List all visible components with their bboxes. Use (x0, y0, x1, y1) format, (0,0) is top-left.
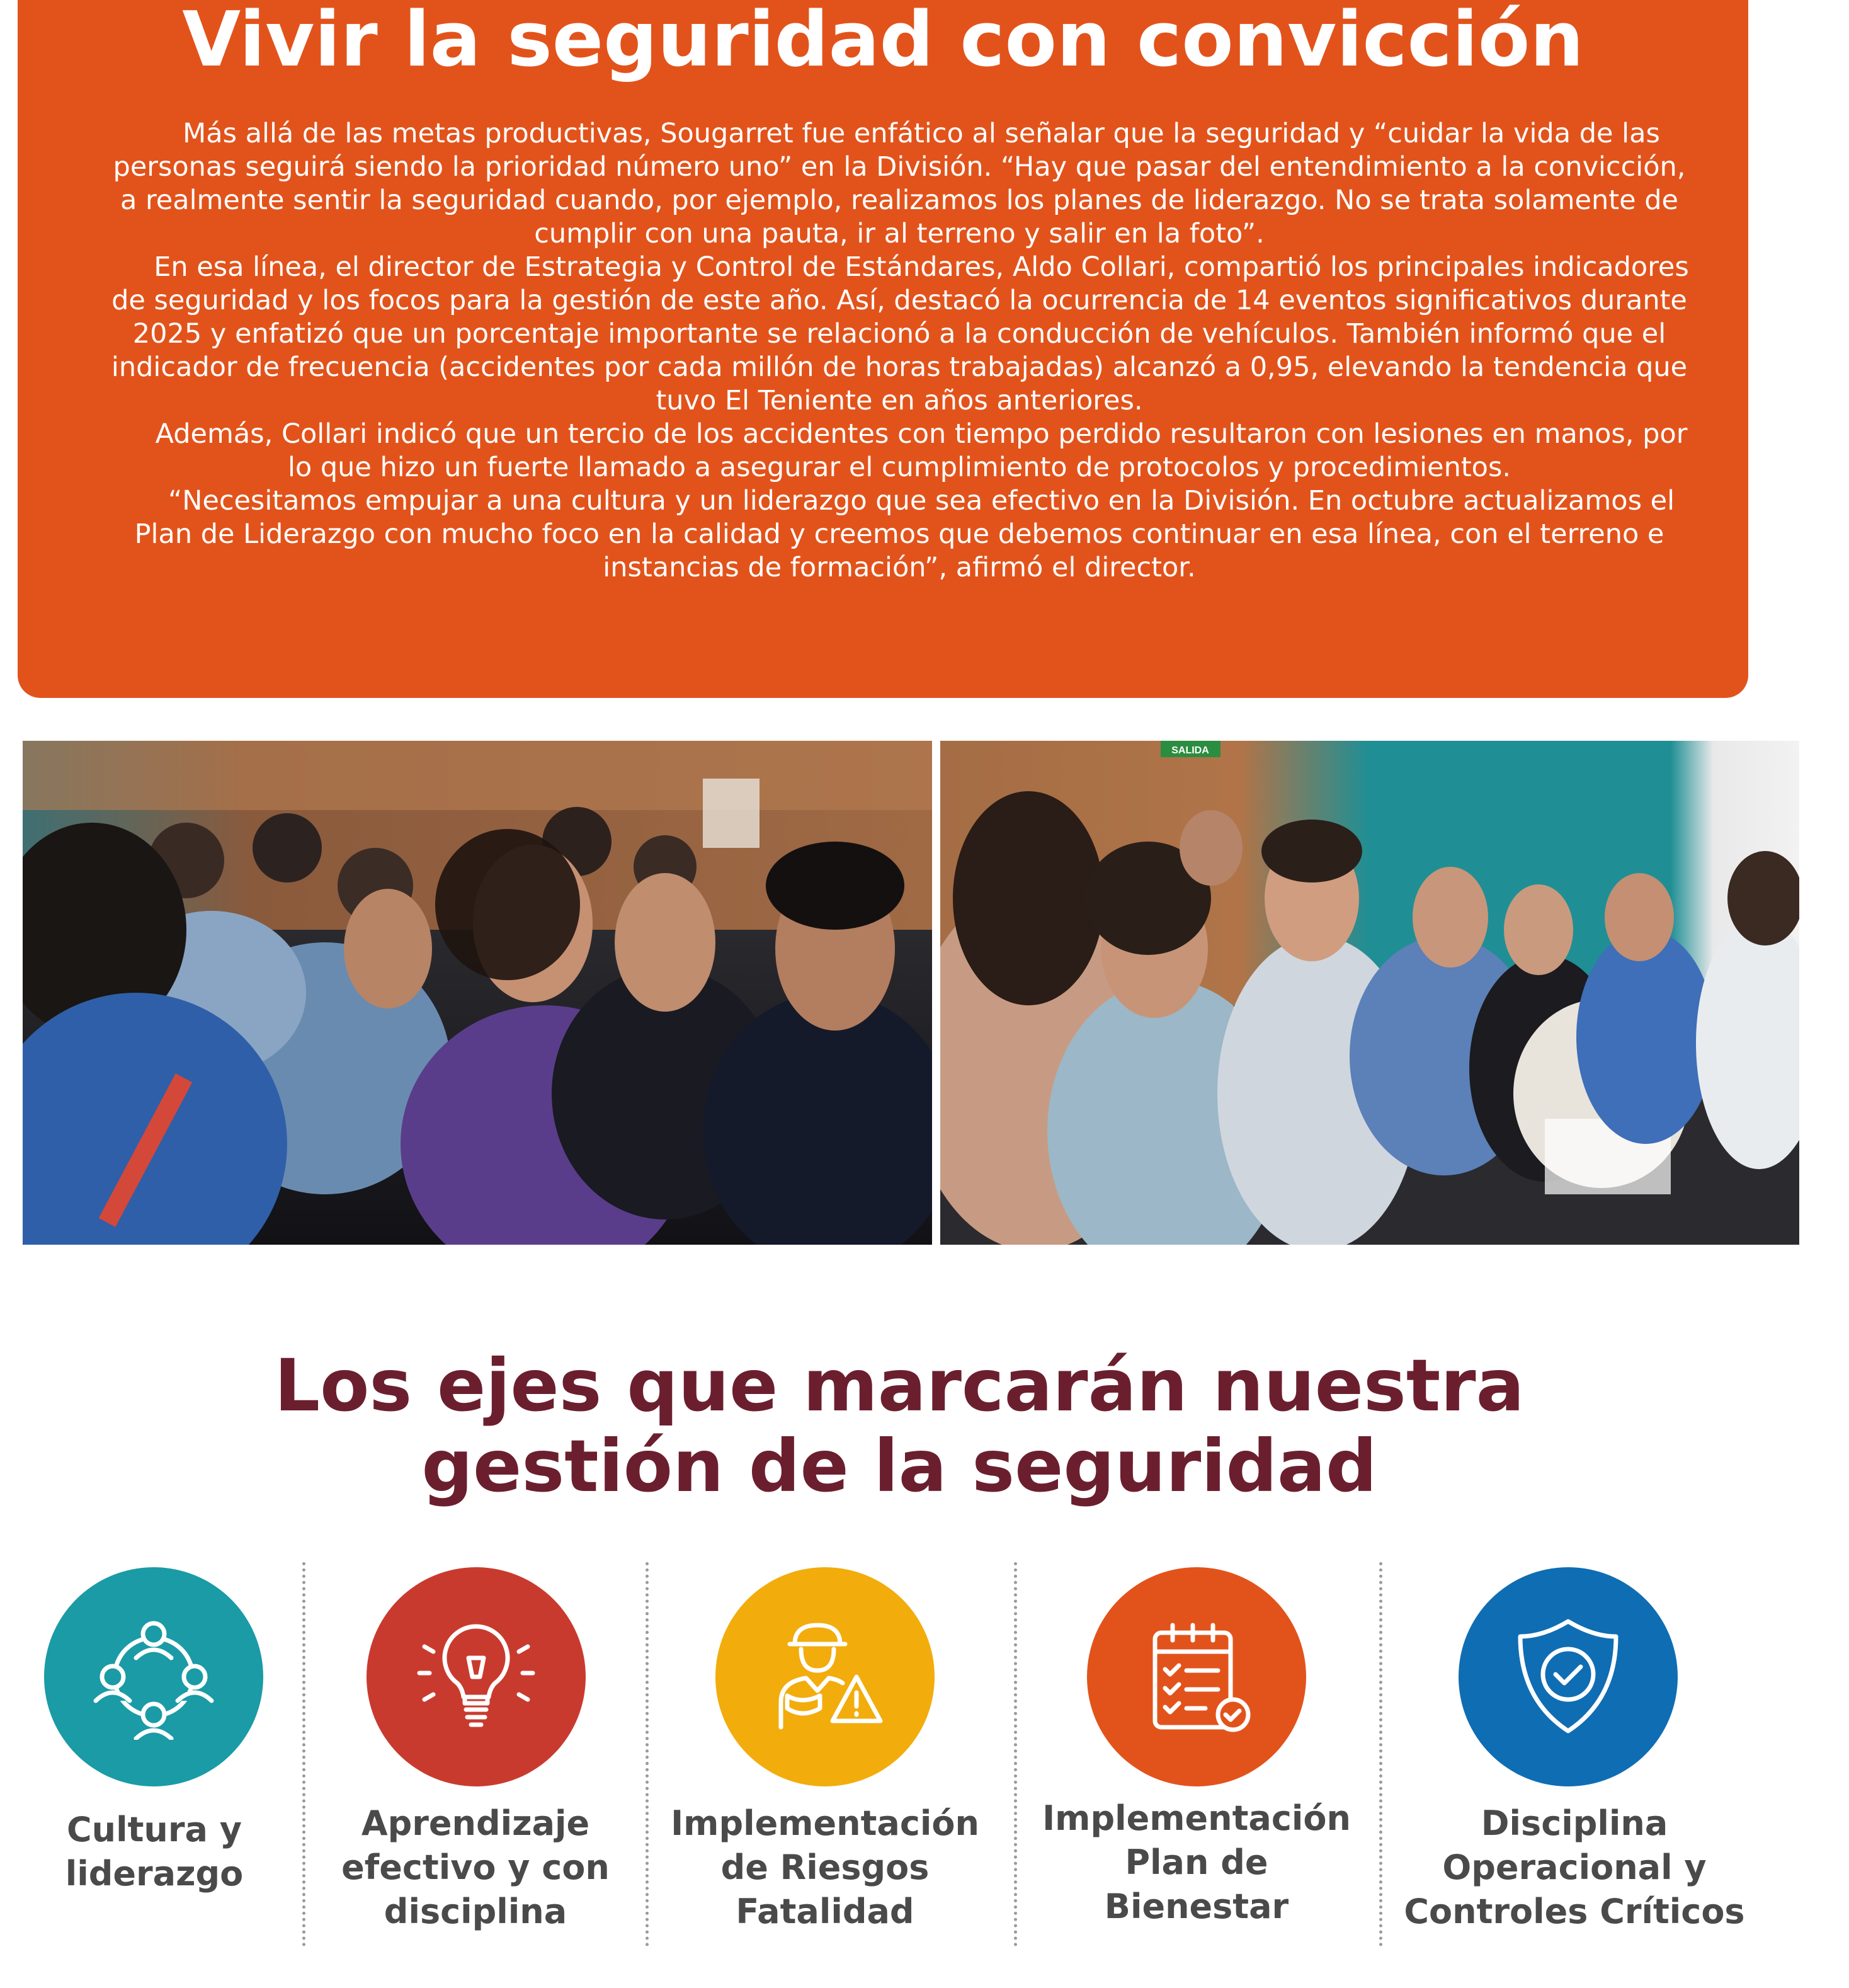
axis-label (13, 1808, 296, 1896)
paragraph: “Necesitamos empujar a una cultura y un liderazgo que sea efectivo en la División. En octubre actualizamos el Plan de Liderazgo con mucho foco en la calidad y creemos que debemos continuar en esa línea, con el terreno e instancias de formación”, afirmó el director. (134, 485, 1675, 583)
axis-label-line: efectivo y con (341, 1848, 610, 1887)
banner-body (106, 117, 1693, 585)
paragraph: Más allá de las metas productivas, Sougarret fue enfático al señalar que la seguridad y “cuidar la vida de las personas seguirá siendo la prioridad número uno” en la División. “Hay que pasar del entendimiento a la convicción, a realmente sentir la seguridad cuando, por ejemplo, realizamos los planes de liderazgo. No se trata solamente de cumplir con una pauta, ir al terreno y salir en la foto”. (113, 118, 1686, 249)
divider (646, 1562, 649, 1946)
axis-label-line: Bienestar (1104, 1887, 1289, 1926)
divider (1014, 1562, 1017, 1946)
audience-photo-icon (940, 741, 1799, 1245)
axis-label-line: Fatalidad (736, 1892, 914, 1931)
axis-label-line: Cultura y (67, 1810, 242, 1849)
lightbulb-icon (413, 1614, 539, 1740)
axis-circle (715, 1567, 935, 1786)
axis-label-line: disciplina (384, 1892, 567, 1931)
axis-wellbeing-plan (1033, 1562, 1360, 1965)
section-title (0, 1345, 1799, 1507)
paragraph: En esa línea, el director de Estrategia y Control de Estándares, Aldo Collari, compartió los principales indicadores de seguridad y los focos para la gestión de este año. Así, destacó la ocurrencia de 14 eventos significativos durante 2025 y enfatizó que un porcentaje importante se relacionó a la conducción de vehículos. También informó que el indicador de frecuencia (accidentes por cada millón de horas trabajadas) alcanzó a 0,95, elevando la tendencia que tuvo El Teniente en años anteriores. (111, 251, 1689, 416)
axis-circle (1087, 1567, 1306, 1786)
axis-label-line: de Riesgos (720, 1848, 930, 1887)
axis-label-line: Controles Críticos (1404, 1892, 1745, 1931)
people-network-icon (91, 1614, 217, 1740)
section-title-line: gestión de la seguridad (421, 1424, 1377, 1508)
axis-label (1392, 1802, 1757, 1934)
axis-circle (367, 1567, 586, 1786)
injured-worker-warning-icon (762, 1614, 888, 1740)
audience-photo-right (940, 741, 1799, 1245)
audience-photo-icon (23, 741, 932, 1245)
axis-label-line: Operacional y (1442, 1848, 1707, 1887)
axis-label-line: Implementación (1042, 1798, 1351, 1838)
axis-label-line: Plan de (1125, 1842, 1268, 1882)
axis-operational-discipline (1392, 1562, 1757, 1965)
axis-label-line: Implementación (671, 1803, 979, 1843)
audience-photo-left (23, 741, 932, 1245)
section-title-line: Los ejes que marcarán nuestra (274, 1344, 1525, 1427)
axis-effective-learning (334, 1562, 617, 1965)
axis-label (1033, 1797, 1360, 1929)
axis-label (334, 1802, 617, 1934)
divider (1379, 1562, 1382, 1946)
shield-check-icon (1505, 1614, 1631, 1740)
axis-label-line: Disciplina (1481, 1803, 1668, 1843)
article-banner (18, 0, 1748, 698)
axis-culture-leadership (13, 1562, 296, 1965)
paragraph: Además, Collari indicó que un tercio de los accidentes con tiempo perdido resultaron con lesiones en manos, por lo que hizo un fuerte llamado a asegurar el cumplimiento de protocolos y procedimientos. (155, 418, 1688, 483)
axis-label (661, 1802, 989, 1934)
axis-label-line: Aprendizaje (361, 1803, 590, 1843)
divider (302, 1562, 305, 1946)
exit-sign: SALIDA (1171, 745, 1209, 756)
checklist-calendar-icon (1134, 1614, 1260, 1740)
axis-circle (1459, 1567, 1678, 1786)
banner-title: Vivir la seguridad con convicción (182, 0, 1584, 84)
axis-circle (44, 1567, 263, 1786)
axis-fatality-risks (661, 1562, 989, 1965)
axis-label-line: liderazgo (65, 1854, 244, 1894)
